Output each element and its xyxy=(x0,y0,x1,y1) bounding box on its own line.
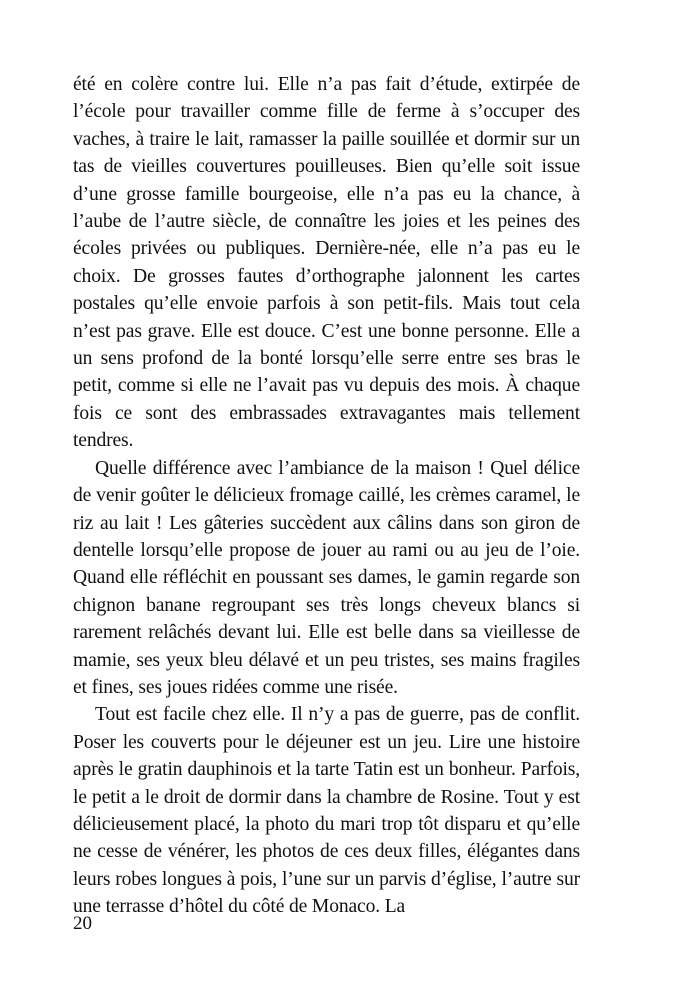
paragraph-1: été en colère contre lui. Elle n’a pas fait d’étude, extirpée de l’école pour travailler comme fille de ferme à s’occuper des vaches, à traire le lait, ramasser la paille souillée et dormir sur un tas de vieilles couvertures pouilleuses. Bien qu’elle soit issue d’une grosse famille bourgeoise, elle n’a pas eu la chance, à l’aube de l’autre siècle, de connaître les joies et les peines des écoles privées ou publiques. Dernière-née, elle n’a pas eu le choix. De grosses fautes d’orthographe jalonnent les cartes postales qu’elle envoie parfois à son petit-fils. Mais tout cela n’est pas grave. Elle est douce. C’est une bonne personne. Elle a un sens profond de la bonté lorsqu’elle serre entre ses bras le petit, comme si elle ne l’avait pas vu depuis des mois. À chaque fois ce sont des embrassades extravagantes mais tellement tendres. xyxy=(73,74,580,452)
page-number: 20 xyxy=(73,913,92,934)
paragraph-2: Quelle différence avec l’ambiance de la maison ! Quel délice de venir goûter le délicieux fromage caillé, les crèmes caramel, le riz au lait ! Les gâteries succèdent aux câlins dans son giron de dentelle lorsqu’elle propose de jouer au rami ou au jeu de l’oie. Quand elle réfléchit en poussant ses dames, le gamin regarde son chignon banane regroupant ses très longs cheveux blancs si rarement relâchés devant lui. Elle est belle dans sa vieillesse de mamie, ses yeux bleu délavé et un peu tristes, ses mains fragiles et fines, ses joues ridées comme une risée. xyxy=(73,457,580,698)
body-text xyxy=(73,71,580,921)
paragraph-3: Tout est facile chez elle. Il n’y a pas de guerre, pas de conflit. Poser les couverts pour le déjeuner est un jeu. Lire une histoire après le gratin dauphinois et la tarte Tatin est un bonheur. Parfois, le petit a le droit de dormir dans la chambre de Rosine. Tout y est délicieusement placé, la photo du mari trop tôt disparu et qu’elle ne cesse de vénérer, les photos de ces deux filles, élégantes dans leurs robes longues à pois, l’une sur un parvis d’église, l’autre sur une terrasse d’hôtel du côté de Monaco. La xyxy=(73,704,580,918)
